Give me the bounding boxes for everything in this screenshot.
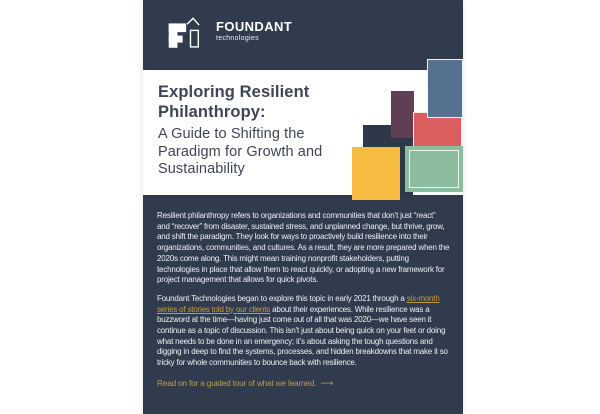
read-on-cta [157,378,450,389]
header-band [143,0,463,70]
series-paragraph-pre: Foundant Technologies began to explore this topic in early 2021 through a [157,293,407,303]
title-line-1: Exploring Resilient [158,83,310,101]
intro-paragraph: Resilient philanthropy refers to organizations and communities that don’t just “react” and “recover” from disaster, sustained stress, and unplanned change, but thrive, grow, and shift the paradigm. They look for ways to proactively build resilience into their organizations, communities, and cultures. As a result, they are more prepared when the 2020s come along. This might mean training nonprofit stakeholders, putting technologies in place that allow them to react quickly, or adopting a new framework for project management that allows for quick pivots. [157,211,450,285]
brand-name: FOUNDANT [216,19,293,34]
read-on-text: Read on for a guided tour of what we learned. [157,377,317,388]
page-title [158,83,368,179]
title-line-2: Philanthropy: [158,102,266,121]
decor-square-maroon [391,91,414,138]
decor-square-yellow [352,147,400,200]
series-paragraph-post: about their experiences. While resilience was a buzzword at the time—having just come out of all that was 2020—we have seen it continue as a topic of discussion. This isn’t just about being quick on your feet or doing what needs to be done in an emergency; it’s about asking the tough questions and digging in deep to find the systems, processes, and hidden breakdowns that make it so tricky for whole communities to bounce back with resilience. [157,304,448,368]
foundant-logo [167,15,292,51]
title-subtitle: A Guide to Shifting the Paradigm for Growth and Sustainability [158,126,323,177]
client-stories-link[interactable]: six-month series of stories told by our clients [157,293,440,314]
brand-tagline: technologies [216,35,259,42]
body-section [143,195,463,414]
foundant-logo-icon [167,15,207,51]
logo-text [216,20,292,43]
series-paragraph [157,294,450,369]
decor-square-green [405,146,463,192]
document-page [143,0,463,414]
decor-square-blue [427,59,463,118]
right-arrow-icon: ⟶ [320,377,334,388]
